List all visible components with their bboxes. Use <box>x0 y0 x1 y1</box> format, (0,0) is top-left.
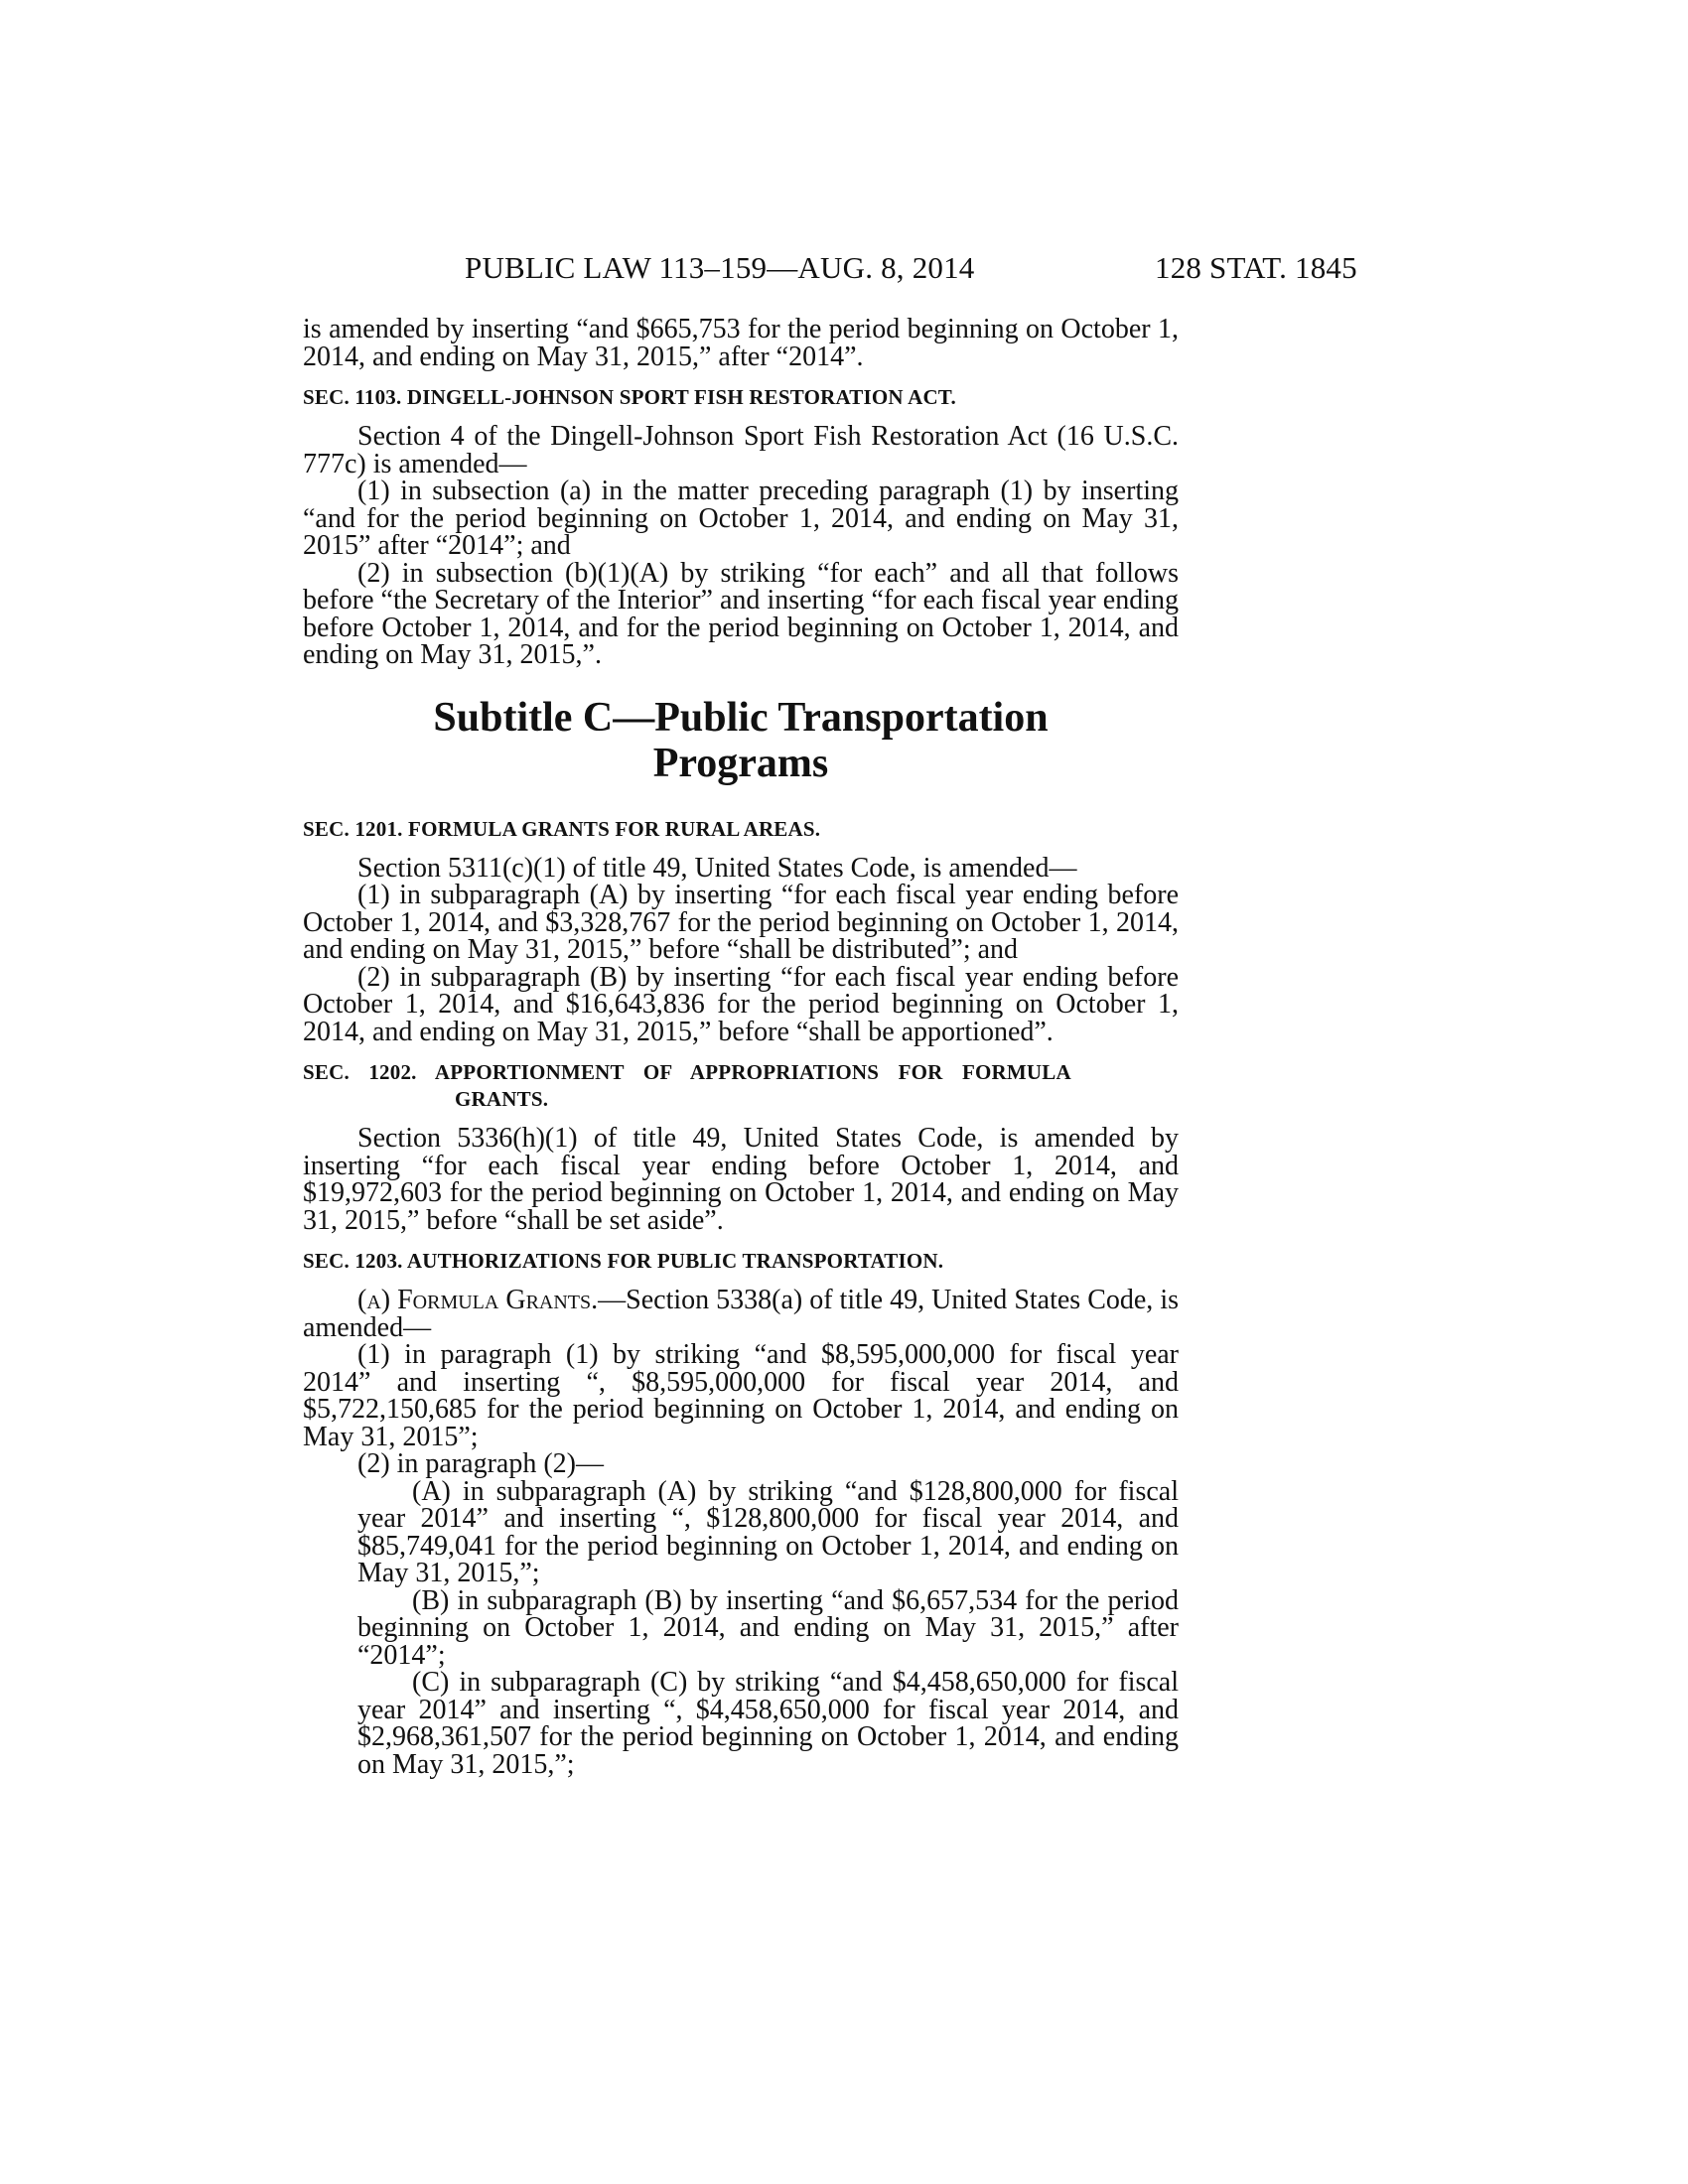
section-1203-subparagraph-b: (B) in subparagraph (B) by inserting “and $6,657,534 for the period beginning on October 1, 2014, and ending on May 31, 2015,” after “2014”; <box>357 1584 1179 1671</box>
section-heading-1201: SEC. 1201. FORMULA GRANTS FOR RURAL AREAS. <box>303 816 821 841</box>
subsection-caption: (a) Formula Grants. <box>357 1285 599 1315</box>
section-1103-item-1: (1) in subsection (a) in the matter preceding paragraph (1) by inserting “and for the period beginning on October 1, 2014, and ending on May 31, 2015” after “2014”; and <box>303 476 1179 561</box>
subtitle-line-1: Subtitle C—Public Transportation <box>433 694 1049 741</box>
section-heading-1103: SEC. 1103. DINGELL-JOHNSON SPORT FISH RESTORATION ACT. <box>303 385 956 409</box>
section-heading-1202: SEC. 1202. APPORTIONMENT OF APPROPRIATIONS FOR FORMULA GRANTS. <box>303 1060 1070 1111</box>
section-1203-lead <box>303 1287 1179 1341</box>
subtitle-line-2: Programs <box>652 740 829 786</box>
section-1203-subparagraph-a: (A) in subparagraph (A) by striking “and $128,800,000 for fiscal year 2014” and inserting “, $128,800,000 for fiscal year 2014, and $85,749,041 for the period beginning on October 1, 2014, and ending on May 31, 2015,”; <box>357 1475 1179 1588</box>
section-1201-lead: Section 5311(c)(1) of title 49, United States Code, is amended— <box>357 852 1077 884</box>
section-1103-item-2: (2) in subsection (b)(1)(A) by striking “for each” and all that follows before “the Secretary of the Interior” and inserting “for each fiscal year ending before October 1, 2014, and for the period beginning on October 1, 2014, and ending on May 31, 2015,”. <box>303 557 1179 670</box>
section-1201-item-2: (2) in subparagraph (B) by inserting “for each fiscal year ending before October 1, 2014, and $16,643,836 for the period beginning on October 1, 2014, and ending on May 31, 2015,” before “shall be apportioned”. <box>303 961 1179 1047</box>
statute-page-number: 128 STAT. 1845 <box>1155 250 1357 285</box>
section-1201-item-1: (1) in subparagraph (A) by inserting “for each fiscal year ending before October 1, 2014, and $3,328,767 for the period beginning on October 1, 2014, and ending on May 31, 2015,” before “shall be distributed”; and <box>303 880 1179 965</box>
section-1103-lead: Section 4 of the Dingell-Johnson Sport Fish Restoration Act (16 U.S.C. 777c) is amended— <box>303 421 1179 479</box>
page-body <box>303 316 1179 1778</box>
subtitle-heading <box>303 695 1179 786</box>
continued-paragraph: is amended by inserting “and $665,753 for the period beginning on October 1, 2014, and ending on May 31, 2015,” after “2014”. <box>303 314 1179 372</box>
section-1203-item-2: (2) in paragraph (2)— <box>357 1448 605 1479</box>
subsection-text: —Section 5338(a) of title 49, United States Code, is amended— <box>303 1285 1179 1343</box>
section-1203-item-1: (1) in paragraph (1) by striking “and $8,595,000,000 for fiscal year 2014” and inserting “, $8,595,000,000 for fiscal year 2014, and $5,722,150,685 for the period beginning on October 1, 2014, and ending on May 31, 2015”; <box>303 1339 1179 1452</box>
section-1203-subparagraph-c: (C) in subparagraph (C) by striking “and $4,458,650,000 for fiscal year 2014” and inserting “, $4,458,650,000 for fiscal year 2014, and $2,968,361,507 for the period beginning on October 1, 2014, and ending on May 31, 2015,”; <box>357 1667 1179 1780</box>
section-heading-1203: SEC. 1203. AUTHORIZATIONS FOR PUBLIC TRANSPORTATION. <box>303 1249 944 1273</box>
public-law-citation: PUBLIC LAW 113–159—AUG. 8, 2014 <box>465 250 975 285</box>
section-1202-lead: Section 5336(h)(1) of title 49, United States Code, is amended by inserting “for each fiscal year ending before October 1, 2014, and $19,972,603 for the period beginning on October 1, 2014, and ending on May 31, 2015,” before “shall be set aside”. <box>303 1123 1179 1236</box>
